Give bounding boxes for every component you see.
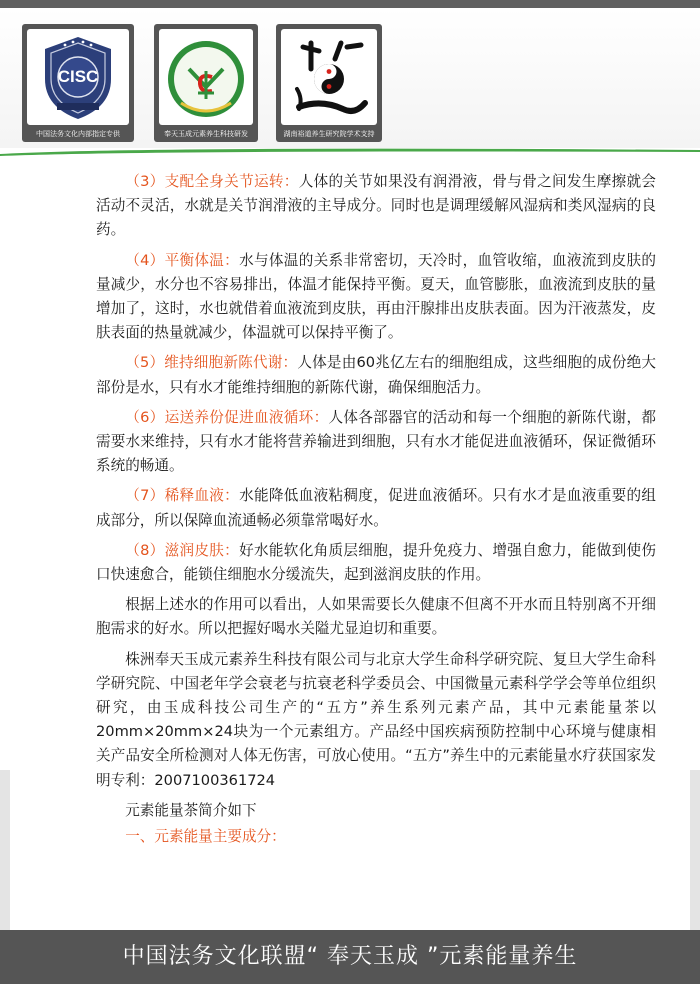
item-heading: （5）维持细胞新陈代谢： <box>125 354 298 372</box>
cisc-logo-text: CISC <box>57 67 99 86</box>
intro-line: 元素能量茶简介如下 <box>125 801 257 819</box>
left-edge-strip <box>0 770 10 930</box>
item-text: 水与体温的关系非常密切，天冷时，血管收缩，血液流到皮肤的量减少，水分也不容易排出，体温才能保持平衡。夏天，血管膨胀，血液流到皮肤的量增加了，这时，水也就借着血液流到皮肤，再由汗腺排出皮肤表面。因为汗液蒸发，皮肤表面的热量就减少，体温就可以保持平衡了。 <box>96 251 656 342</box>
item-heading: （8）滋润皮肤： <box>125 541 240 559</box>
article-body <box>96 170 656 851</box>
cisc-logo-card <box>22 24 134 142</box>
calligraphy-yin-yang-icon <box>281 29 377 125</box>
item-paragraph <box>96 539 656 587</box>
item-text: 水能降低血液粘稠度，促进血液循环。只有水才是血液重要的组成部分，所以保障血流通畅必须靠常喝好水。 <box>96 487 656 529</box>
item-paragraph <box>96 170 656 243</box>
right-edge-strip <box>690 770 700 930</box>
hnyd-logo-caption: 湖南裕道养生研究院学术支持 <box>283 130 375 138</box>
item-paragraph <box>96 406 656 479</box>
item-paragraph <box>96 484 656 532</box>
ftyc-logo <box>159 29 253 125</box>
hnyd-logo-card <box>276 24 382 142</box>
item-text: 人体的关节如果没有润滑液，骨与骨之间发生摩擦就会活动不灵活，水就是关节润滑液的主导成分。同时也是调理缓解风湿病和类风湿病的良药。 <box>96 173 656 239</box>
cisc-logo <box>27 29 129 125</box>
footer-banner: 中国法务文化联盟“ 奉天玉成 ”元素能量养生 <box>0 930 700 984</box>
item-paragraph <box>96 249 656 346</box>
item-paragraph <box>96 351 656 399</box>
hnyd-logo <box>281 29 377 125</box>
item-heading: （4）平衡体温： <box>125 251 240 269</box>
item-text: 人体是由60兆亿左右的细胞组成，这些细胞的成份绝大部份是水，只有水才能维持细胞的新陈代谢，确保细胞活力。 <box>96 354 656 396</box>
item-heading: （7）稀释血液： <box>125 487 240 505</box>
ftyc-logo-card <box>154 24 258 142</box>
item-heading: （3）支配全身关节运转： <box>125 173 299 190</box>
green-dollar-emblem-icon <box>159 29 253 125</box>
cisc-logo-caption: 中国法务文化内部指定专供 <box>36 130 120 138</box>
header-panel <box>0 8 700 148</box>
green-divider <box>0 148 700 156</box>
item-heading: （6）运送养份促进血液循环： <box>125 408 329 426</box>
summary-paragraph: 根据上述水的作用可以看出，人如果需要长久健康不但离不开水而且特别离不开细胞需求的好水。所以把握好喝水关隘尤显迫切和重要。 <box>96 596 656 638</box>
item-text: 人体各部器官的活动和每一个细胞的新陈代谢，都需要水来维持，只有水才能将营养输进到细胞，只有水才能促进血液循环，保证微循环系统的畅通。 <box>96 408 656 475</box>
ftyc-logo-caption: 奉天玉成元素养生科技研发 <box>164 130 248 138</box>
company-paragraph: 株洲奉天玉成元素养生科技有限公司与北京大学生命科学研究院、复旦大学生命科学研究院、中国老年学会衰老与抗衰老科学委员会、中国微量元素科学学会等单位组织研究，由玉成科技公司生产的“五方”养生系列元素产品，其中元素能量茶以20mm×20mm×24块为一个元素组方。产品经中国疾病预防控制中心环境与健康相关产品安全所检测对人体无伤害，可放心使用。“五方”养生中的元素能量水疗获国家发明专利：2007100361724 <box>96 650 656 789</box>
item-text: 好水能软化角质层细胞，提升免疫力、增强自愈力，能做到使伤口快速愈合，能锁住细胞水分缓流失，起到滋润皮肤的作用。 <box>96 541 656 584</box>
section-title: 一、元素能量主要成分： <box>125 828 286 846</box>
